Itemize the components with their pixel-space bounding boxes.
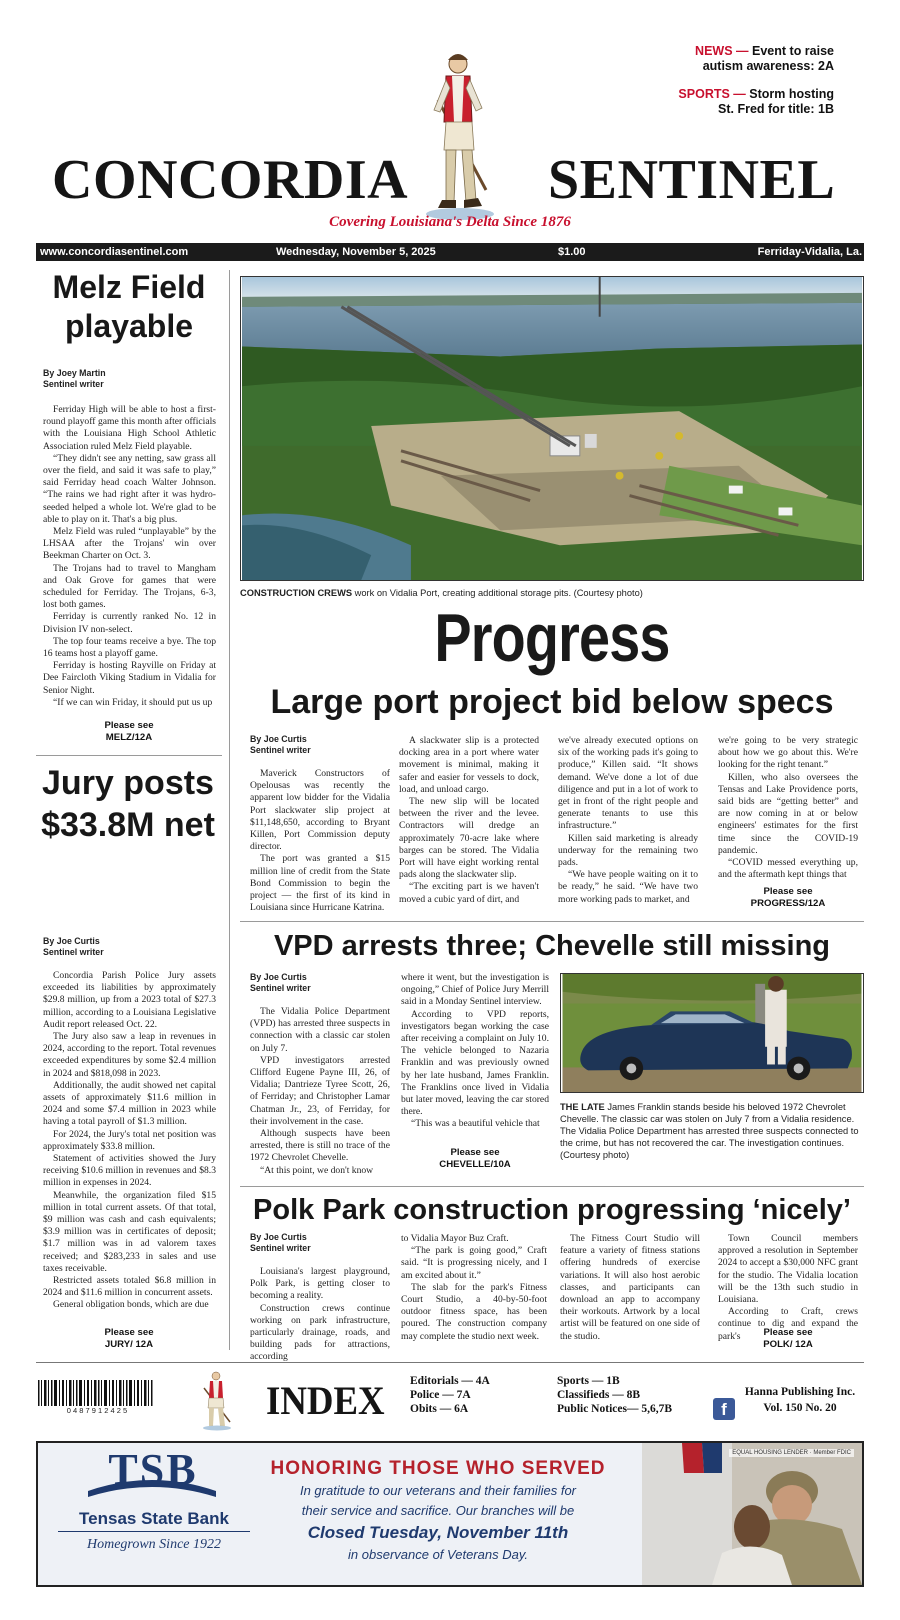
vpd-jump-ref: CHEVELLE/10A: [439, 1159, 511, 1170]
progress-headline[interactable]: Large port project bid below specs: [270, 683, 834, 721]
ad-line2: their service and sacrifice. Our branches will be: [301, 1503, 575, 1518]
progress-paragraph: “We have people waiting on it to be ready,” he said. “We have two more working pads to market, and: [558, 869, 698, 905]
vpd-byline: [250, 972, 311, 994]
melz-byline: [43, 368, 106, 390]
please-see-label: Please see: [450, 1147, 500, 1158]
melz-paragraph: Melz Field was ruled “unplayable” by the LHSAA after the Trojans' win over Beekman Charter on Oct. 3.: [43, 526, 216, 562]
please-see-label: Please see: [104, 1327, 154, 1338]
progress-paragraph: A slackwater slip is a protected docking area in a port where water movement is minimal, making it safer and easier for vessels to dock, load, and unload cargo.: [399, 735, 539, 795]
jury-byline: [43, 936, 104, 958]
progress-paragraph: The port was granted a $15 million line of credit from the State Bond Commission to begin the project — the first of its kind in Louisiana since Hurricane Katrina.: [250, 853, 390, 914]
jury-paragraph: For 2024, the Jury's total net position was approximately $33.8 million.: [43, 1128, 216, 1152]
vpd-byline-name: By Joe Curtis: [250, 972, 307, 982]
jury-paragraph: Additionally, the audit showed net capital assets of approximately $11.6 million in 2024 and some $7.4 million in 2023 while having a total payroll of $1.3 million.: [43, 1079, 216, 1128]
tsb-logo-text: TSB: [108, 1445, 198, 1494]
info-bar: [36, 243, 864, 261]
progress-paragraph: we're going to be very strategic about how we go about this. We're looking for the right tenant.”: [718, 735, 858, 771]
masthead-tagline: Covering Louisiana's Delta Since 1876: [329, 214, 571, 230]
jury-body: [43, 970, 216, 1312]
issue-location: Ferriday-Vidalia, La.: [757, 246, 862, 258]
publisher-name: Hanna Publishing Inc.: [744, 1386, 856, 1398]
masthead-right-word: SENTINEL: [548, 149, 836, 211]
melz-paragraph: The top four teams receive a bye. The top 16 teams host a playoff game.: [43, 635, 216, 660]
bank-slogan: Homegrown Since 1922: [86, 1537, 222, 1552]
progress-byline-role: Sentinel writer: [250, 745, 311, 755]
polk-col3: [560, 1233, 700, 1343]
jury-jump[interactable]: [36, 1327, 222, 1351]
barcode-number: 0 4 8 7 9 1 2 4 2 5: [66, 1406, 128, 1415]
progress-col3: [558, 735, 698, 906]
melz-jump-ref: MELZ/12A: [105, 732, 153, 743]
sports-teaser-line1: Storm hosting: [749, 87, 834, 101]
sports-tag: SPORTS —: [678, 87, 746, 101]
index-title: INDEX: [266, 1378, 385, 1423]
polk-paragraph: “The park is going good,” Craft said. “It is progressing nicely, and I am excited about it.”: [401, 1245, 547, 1281]
progress-paragraph: Killen, who also oversees the Tensas and Lake Providence ports, said bids are “getting better” and are now coming in at or below engineers' estimates for the first time since the COVID-19 pandemic.: [718, 771, 858, 856]
melz-paragraph: “They didn't see any netting, saw grass all over the field, and said it was safe to play,” said Ferriday head coach Walter Johnson. “The rains we had right after it was hydro-seeded helped a whole lot. We're glad to be able to play on it. That's a big plus.: [43, 452, 216, 525]
ad-divider: [58, 1531, 250, 1532]
progress-kicker: Progress: [434, 600, 670, 676]
ad-line1: In gratitude to our veterans and their families for: [299, 1483, 577, 1498]
polk-byline-role: Sentinel writer: [250, 1243, 311, 1253]
melz-paragraph: Ferriday High will be able to host a first-round playoff game this month after officials with the Louisiana High School Athletic Association ruled Melz Field playable.: [43, 404, 216, 452]
polk-paragraph: According to Craft, crews continue to dig and expand the park's: [718, 1306, 858, 1342]
please-see-label: Please see: [763, 1327, 813, 1338]
minuteman-small-icon: [196, 1368, 236, 1432]
sports-teaser[interactable]: [678, 87, 834, 117]
progress-paragraph: Killen said marketing is already underway for the remaining two pads.: [558, 832, 698, 869]
divider: [240, 921, 864, 922]
vpd-paragraph: Although suspects have been arrested, there is still no trace of the 1972 Chevrolet Chevelle.: [250, 1128, 390, 1164]
news-tag: NEWS —: [695, 44, 749, 58]
melz-body: [43, 404, 216, 709]
polk-byline: [250, 1232, 311, 1254]
minuteman-logo-icon: [420, 40, 498, 222]
vpd-jump[interactable]: [401, 1147, 549, 1171]
ad-closed-notice: Closed Tuesday, November 11th: [307, 1523, 569, 1542]
chevelle-caption-lead: THE LATE: [560, 1102, 605, 1112]
jury-byline-name: By Joe Curtis: [43, 936, 100, 946]
vpd-paragraph: VPD investigators arrested Clifford Eugene Payne III, 26, of Vidalia; Dantrieze Tyree Scott, 26, of Ferriday; and Christopher Lamar Chatman Jr., 23, of Ferriday, for their involvement in the case.: [250, 1054, 390, 1127]
publisher-block: [742, 1384, 858, 1416]
polk-byline-name: By Joe Curtis: [250, 1232, 307, 1242]
melz-paragraph: The Trojans had to travel to Mangham and Oak Grove for games that were scheduled for Ferriday. The Trojans, 6-3, lost both games.: [43, 562, 216, 611]
port-photo-caption: [240, 587, 643, 599]
vpd-headline[interactable]: VPD arrests three; Chevelle still missing: [273, 930, 831, 962]
progress-byline-name: By Joe Curtis: [250, 734, 307, 744]
volume-number: Vol. 150 No. 20: [763, 1402, 837, 1414]
masthead-left-word: CONCORDIA: [52, 149, 409, 211]
jury-paragraph: Concordia Parish Police Jury assets exceeded its liabilities by approximately $29.8 million, up from a 2023 total of $27.3 million, according to a Louisiana Legislative Audit report released Oct. 22.: [43, 970, 216, 1030]
tsb-veterans-ad[interactable]: [36, 1441, 864, 1587]
ad-headline: HONORING THOSE WHO SERVED: [270, 1458, 606, 1479]
please-see-label: Please see: [104, 720, 154, 731]
ad-message: [248, 1457, 628, 1565]
polk-paragraph: Town Council members approved a resolution in September 2024 to accept a $30,000 NFC grant for the studio. The Vidalia location will be the 13th such studio in Louisiana.: [718, 1233, 858, 1306]
please-see-label: Please see: [763, 886, 813, 897]
progress-byline: [250, 734, 311, 756]
vpd-col1: [250, 1006, 390, 1177]
vpd-col2: [401, 972, 549, 1131]
fdic-badge: Member FDIC: [813, 1450, 851, 1456]
progress-paragraph: The new slip will be located between the river and the levee. Contractors will dredge an approximately 70-acre lake where barges can be stored. The Vidalia Port will have eight working rental pads along the slackwater slip.: [399, 796, 539, 881]
progress-col4: [718, 735, 858, 881]
melz-paragraph: Ferriday is currently ranked No. 12 in Division IV non-select.: [43, 611, 216, 635]
index-entry[interactable]: Public Notices— 5,6,7B: [557, 1403, 672, 1415]
melz-paragraph: “If we can win Friday, it should put us up: [53, 696, 213, 708]
polk-paragraph: Louisiana's largest playground, Polk Park, is getting closer to becoming a reality.: [250, 1266, 390, 1302]
bank-name: Tensas State Bank: [79, 1509, 229, 1528]
progress-jump-ref: PROGRESS/12A: [750, 898, 826, 909]
chevelle-caption-text: James Franklin stands beside his beloved 1972 Chevrolet Chevelle. The classic car was stolen on July 7 from a Vidalia residence. The Vidalia Police Department has arrested three suspects connected to the crime, but has not recovered the car. The investigation continues. (Courtesy photo): [560, 1102, 859, 1160]
progress-paragraph: we've already executed options on six of the working pads it's going to produce,” Killen said. “It shows demand. We've done a lot of due diligence and put in a lot of work to get in front of the right people and generate tenants to use this infrastructure.”: [558, 735, 698, 832]
vpd-paragraph: where it went, but the investigation is ongoing,” Chief of Police Jury Merrill said in a Monday Sentinel interview.: [401, 972, 549, 1008]
column-divider: [229, 270, 230, 1350]
index-entry[interactable]: Sports — 1B: [557, 1375, 620, 1387]
chevelle-photo[interactable]: [560, 973, 864, 1093]
jury-paragraph: The Jury also saw a leap in revenues in 2024, according to the report. Total revenues exceeded expenditures by some $2.4 million in 2024 and $818,098 in 2023.: [43, 1031, 216, 1079]
index-entry[interactable]: Police — 7A: [410, 1389, 471, 1401]
port-caption-text: work on Vidalia Port, creating additional storage pits. (Courtesy photo): [354, 588, 643, 598]
jury-headline[interactable]: Jury posts $33.8M net: [41, 764, 215, 844]
facebook-icon[interactable]: f: [713, 1398, 735, 1420]
polk-col2: [401, 1233, 547, 1343]
vpd-byline-role: Sentinel writer: [250, 983, 311, 993]
jury-paragraph: Restricted assets totaled $6.8 million in 2024 and $11.6 million in concurrent assets.: [43, 1275, 216, 1299]
polk-paragraph: The Fitness Court Studio will feature a variety of fitness stations offering hundreds of exercise variations. It will also host aerobic classes, and participants can download an app to accompany their workouts. Artwork by a local artist will be featured on one side of the studio.: [560, 1233, 700, 1342]
index-entry[interactable]: Editorials — 4A: [410, 1375, 490, 1387]
divider: [36, 1362, 864, 1363]
news-teaser-line1: Event to raise: [752, 44, 834, 58]
jury-paragraph: Meanwhile, the organization filed $15 million in total current assets. Of that total, $9 million was cash and cash equivalents; $3.9 million was in certificates of deposit; $1.7 million was in ad valorem taxes received; and $283,233 in sales and use taxes receivable.: [43, 1189, 216, 1274]
melz-jump[interactable]: [36, 720, 222, 744]
jury-byline-role: Sentinel writer: [43, 947, 104, 957]
polk-paragraph: Construction crews continue working on park infrastructure, particularly drainage, roads, and building pads for attractions, according: [250, 1302, 390, 1363]
vpd-paragraph: According to VPD reports, investigators began working the case after receiving a complaint on July 10. The vehicle belonged to Nazaria Franklin and was previously owned by her late husband, James Franklin. The Franklins once lived in Vidalia but later moved, leaving the car stored there.: [401, 1008, 549, 1118]
equal-housing-badge: EQUAL HOUSING LENDER: [732, 1450, 808, 1456]
website-link[interactable]: www.concordiasentinel.com: [40, 246, 189, 258]
ad-line4: in observance of Veterans Day.: [348, 1547, 528, 1562]
vpd-paragraph: “This was a beautiful vehicle that: [411, 1118, 540, 1130]
melz-paragraph: Ferriday is hosting Rayville on Friday at Dee Faircloth Viking Stadium in Vidalia for Senior Night.: [43, 660, 216, 696]
melz-headline[interactable]: Melz Field playable: [52, 269, 206, 344]
progress-col1: [250, 768, 390, 914]
jury-paragraph: Statement of activities showed the Jury receiving $10.6 million in revenues and $8.3 million in expenses in 2024.: [43, 1153, 216, 1189]
polk-col1: [250, 1266, 390, 1364]
index-list-1: [410, 1374, 490, 1416]
progress-jump[interactable]: [718, 886, 858, 910]
progress-col2: [399, 735, 539, 906]
news-teaser-line2: autism awareness: 2A: [702, 59, 834, 73]
index-entry[interactable]: Classifieds — 8B: [557, 1389, 641, 1401]
lender-badges: EQUAL HOUSING LENDER · Member FDIC: [729, 1449, 854, 1457]
divider: [240, 1186, 864, 1187]
port-construction-photo[interactable]: [240, 276, 864, 581]
jury-paragraph: General obligation bonds, which are due: [53, 1299, 209, 1311]
melz-byline-role: Sentinel writer: [43, 379, 104, 389]
sports-teaser-line2: St. Fred for title: 1B: [718, 102, 834, 116]
polk-paragraph: to Vidalia Mayor Buz Craft.: [401, 1233, 509, 1244]
polk-jump[interactable]: [718, 1327, 858, 1351]
index-list-2: [557, 1374, 672, 1416]
melz-byline-name: By Joey Martin: [43, 368, 106, 378]
chevelle-photo-caption: [560, 1101, 864, 1161]
port-caption-lead: CONSTRUCTION CREWS: [240, 588, 353, 598]
vpd-paragraph: “At this point, we don't know: [260, 1164, 374, 1176]
polk-headline[interactable]: Polk Park construction progressing ‘nicely’: [253, 1194, 851, 1226]
news-teaser[interactable]: [695, 44, 834, 74]
veteran-family-photo: [642, 1443, 862, 1585]
polk-jump-ref: POLK/ 12A: [763, 1339, 813, 1350]
issue-price: $1.00: [558, 246, 586, 258]
progress-paragraph: “COVID messed everything up, and the aftermath kept things that: [718, 857, 858, 881]
jury-jump-ref: JURY/ 12A: [104, 1339, 154, 1350]
issue-date: Wednesday, November 5, 2025: [276, 246, 436, 258]
progress-paragraph: “The exciting part is we haven't moved a cubic yard of dirt, and: [399, 881, 539, 905]
vpd-paragraph: The Vidalia Police Department (VPD) has arrested three suspects in connection with a classic car stolen on July 7.: [250, 1006, 390, 1054]
polk-paragraph: The slab for the park's Fitness Court Studio, a 40-by-50-foot outdoor fitness space, has been poured. The construction company may complete the studio next week.: [401, 1281, 547, 1342]
divider: [36, 755, 222, 756]
index-entry[interactable]: Obits — 6A: [410, 1403, 469, 1415]
progress-paragraph: Maverick Constructors of Opelousas was recently the apparent low bidder for the Vidalia Port slackwater slip project at $11,148,650, according to Bryant Killen, Port Commission deputy director.: [250, 768, 390, 853]
